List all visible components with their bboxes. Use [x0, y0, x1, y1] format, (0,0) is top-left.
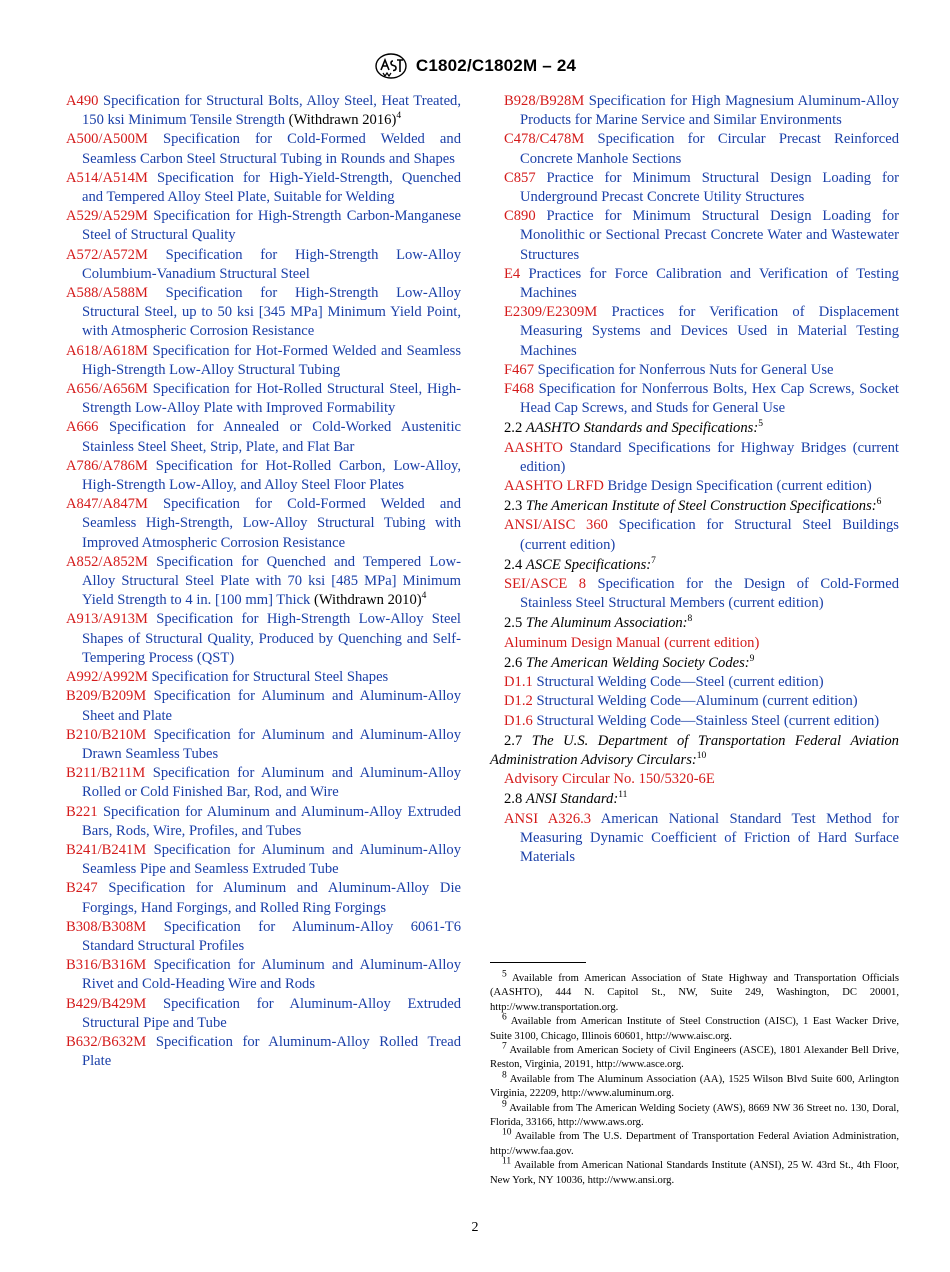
reference-code-link[interactable]: B210/B210M	[66, 726, 147, 743]
reference-title-link[interactable]: Specification for Hot-Rolled Structural Steel, High-Strength Low-Alloy Plate with Improved Formability	[82, 381, 462, 417]
reference-entry	[66, 918, 461, 956]
section-heading	[504, 654, 899, 673]
reference-title-link[interactable]: Structural Welding Code—Steel (current edition)	[536, 674, 824, 691]
reference-entry	[504, 770, 899, 789]
section-title: ASCE Specifications:	[525, 556, 652, 573]
reference-title-link[interactable]: Practices for Verification of Displacement Measuring Systems and Devices Used in Material Testing Machines	[520, 304, 899, 359]
footnote-text: Available from The American Welding Society (AWS), 8669 NW 36 Street no. 130, Doral, Florida, 33166, http://www.aws.org.	[490, 1102, 899, 1129]
footnote-ref: 8	[687, 614, 693, 625]
reference-entry	[504, 130, 899, 168]
referenced-documents-sections	[490, 419, 900, 867]
reference-entry	[66, 207, 461, 245]
left-column	[66, 92, 461, 1071]
reference-entry	[66, 553, 461, 611]
reference-entry	[66, 668, 461, 687]
reference-code-link[interactable]: D1.6	[504, 712, 533, 729]
reference-title-link[interactable]: Specification for Nonferrous Bolts, Hex Cap Screws, Socket Head Cap Screws, and Studs for General Use	[520, 381, 899, 417]
section-number: 2.2	[504, 420, 523, 437]
reference-code-link[interactable]: B316/B316M	[66, 957, 147, 974]
reference-entry	[504, 92, 899, 130]
reference-title-link[interactable]: Specification for Structural Steel Buildings (current edition)	[520, 517, 899, 553]
reference-entry	[66, 130, 461, 168]
section-number: 2.7	[504, 732, 523, 749]
page-header	[0, 52, 950, 80]
reference-code-link[interactable]: SEI/ASCE 8	[504, 576, 587, 593]
section-title: The American Institute of Steel Construction Specifications:	[525, 498, 877, 515]
footnote-ref: 11	[618, 790, 628, 801]
reference-title-link[interactable]: Specification for Aluminum and Aluminum-Alloy Rivet and Cold-Heading Wire and Rods	[82, 957, 462, 993]
reference-entry	[66, 342, 461, 380]
reference-entry	[66, 246, 461, 284]
reference-title-link[interactable]: Specification for Aluminum and Aluminum-Alloy Drawn Seamless Tubes	[82, 726, 462, 762]
reference-entry	[504, 712, 899, 731]
footnote-text: Available from American Association of State Highway and Transportation Officials (AASHTO), 444 N. Capitol St., NW, Suite 249, Washington, DC 20001, http://www.transportation.org.	[490, 973, 899, 1013]
reference-code-link[interactable]: E4	[504, 265, 521, 282]
reference-entry	[504, 169, 899, 207]
reference-code-link[interactable]: ANSI A326.3	[504, 810, 592, 827]
reference-code-link[interactable]: A588/A588M	[66, 285, 148, 302]
reference-title-link[interactable]: Specification for Quenched and Tempered Low-Alloy Structural Steel Plate with 70 ksi [485 MPa] Minimum Yield Strength to 4 in. [100 mm] Thick	[82, 553, 461, 609]
reference-entry	[504, 380, 899, 418]
reference-code-link[interactable]: A514/A514M	[66, 169, 148, 186]
reference-code-link[interactable]: B308/B308M	[66, 918, 147, 935]
section-heading	[504, 419, 899, 438]
section-title: ANSI Standard:	[525, 791, 619, 808]
reference-title-link[interactable]: Specification for High-Yield-Strength, Quenched and Tempered Alloy Steel Plate, Suitable for Welding	[82, 169, 461, 206]
section-number: 2.6	[504, 654, 523, 671]
section-heading	[490, 497, 899, 516]
reference-title-link[interactable]: Specification for High-Strength Carbon-Manganese Steel of Structural Quality	[82, 208, 461, 244]
reference-entry	[66, 803, 461, 841]
reference-code-link[interactable]: F468	[504, 381, 535, 398]
reference-code-link[interactable]: C890	[504, 208, 536, 225]
reference-title-link[interactable]: Specification for Hot-Formed Welded and Seamless High-Strength Low-Alloy Structural Tubing	[82, 342, 461, 378]
right-column	[490, 92, 900, 867]
footnote	[490, 1041, 899, 1073]
reference-code-link[interactable]: F467	[504, 361, 535, 378]
footnote-ref: 9	[749, 654, 755, 665]
footnote-number: 11	[502, 1156, 512, 1167]
reference-title-link[interactable]: Specification for Aluminum-Alloy Extruded Structural Pipe and Tube	[82, 995, 461, 1031]
reference-code-link[interactable]: E2309/E2309M	[504, 304, 598, 321]
reference-code-link[interactable]: B211/B211M	[66, 765, 146, 782]
reference-code-link[interactable]: B429/B429M	[66, 995, 147, 1012]
section-heading	[504, 614, 899, 633]
footnote-divider	[490, 962, 586, 963]
reference-code-link[interactable]: D1.1	[504, 674, 533, 691]
reference-code-link[interactable]: B209/B209M	[66, 688, 147, 705]
section-heading	[504, 790, 899, 809]
section-number: 2.3	[504, 498, 523, 515]
reference-title-link[interactable]: Specification for Aluminum-Alloy 6061-T6 Standard Structural Profiles	[82, 918, 461, 954]
reference-code-link[interactable]: AASHTO	[504, 439, 563, 456]
reference-code-link[interactable]: A656/A656M	[66, 381, 148, 398]
reference-entry	[66, 1033, 461, 1071]
reference-title-link[interactable]: Practice for Minimum Structural Design Loading for Underground Precast Concrete Utility Structures	[520, 169, 899, 206]
reference-code-link[interactable]: A618/A618M	[66, 342, 148, 359]
reference-title-link[interactable]: Specification for Aluminum and Aluminum-Alloy Rolled or Cold Finished Bar, Rod, and Wire	[82, 765, 461, 801]
reference-code-link[interactable]: A852/A852M	[66, 553, 148, 570]
reference-entry	[504, 207, 899, 265]
reference-entry	[66, 841, 461, 879]
reference-entry	[66, 169, 461, 207]
reference-entry	[66, 457, 461, 495]
reference-code-link[interactable]: B928/B928M	[504, 93, 585, 109]
reference-entry	[504, 673, 899, 692]
reference-entry	[504, 303, 899, 361]
reference-entry	[66, 687, 461, 725]
reference-title-link[interactable]: Structural Welding Code—Aluminum (current edition)	[536, 693, 858, 710]
reference-code-link[interactable]: B632/B632M	[66, 1033, 147, 1050]
footnote-text: Available from American National Standards Institute (ANSI), 25 W. 43rd St., 4th Floor, New York, NY 10036, http://www.ansi.org.	[490, 1160, 899, 1186]
reference-entry	[66, 995, 461, 1033]
footnote-number: 5	[502, 969, 507, 980]
reference-title-link[interactable]: Specification for Hot-Rolled Carbon, Low-Alloy, High-Strength Low-Alloy, and Alloy Steel Floor Plates	[82, 457, 461, 494]
reference-title-link[interactable]: Practices for Force Calibration and Verification of Testing Machines	[520, 265, 899, 302]
reference-code-link[interactable]: B221	[66, 803, 98, 820]
reference-code-link[interactable]: AASHTO LRFD	[504, 478, 604, 495]
footnote-number: 10	[502, 1127, 512, 1138]
reference-code-link[interactable]: A847/A847M	[66, 496, 148, 513]
page-number: 2	[471, 1220, 479, 1235]
reference-code-link[interactable]: A992/A992M	[66, 669, 148, 686]
reference-code-link[interactable]: A786/A786M	[66, 457, 148, 474]
footnote	[490, 1127, 899, 1159]
footnote-ref: 4	[396, 111, 402, 122]
section-title: AASHTO Standards and Specifications:	[525, 420, 759, 437]
reference-entry	[66, 726, 461, 764]
reference-entry	[66, 380, 461, 418]
section-title: The American Welding Society Codes:	[525, 654, 750, 671]
footnote-number: 7	[502, 1041, 507, 1052]
reference-entry	[504, 361, 899, 380]
reference-status-note: (Withdrawn 2010)	[310, 592, 422, 609]
reference-entry	[66, 284, 461, 342]
reference-title-link[interactable]: Specification for Nonferrous Nuts for General Use	[537, 361, 834, 378]
reference-code-link[interactable]: A529/A529M	[66, 208, 148, 225]
footnote-text: Available from American Society of Civil Engineers (ASCE), 1801 Alexander Bell Drive, Reston, Virginia, 20191, http://www.asce.org.	[490, 1045, 899, 1071]
footnote-number: 6	[502, 1012, 507, 1023]
reference-entry	[66, 956, 461, 994]
reference-entry	[504, 692, 899, 711]
reference-list-astm-continued	[504, 92, 899, 418]
section-number: 2.4	[504, 556, 523, 573]
reference-code-link[interactable]: D1.2	[504, 693, 533, 710]
footnote-ref: 5	[758, 419, 763, 430]
reference-title-link[interactable]: Specification for Aluminum and Aluminum-Alloy Sheet and Plate	[82, 688, 462, 724]
reference-title-link[interactable]: Specification for Aluminum and Aluminum-Alloy Die Forgings, Hand Forgings, and Rolled Ring Forgings	[82, 880, 462, 916]
reference-title-link[interactable]: Specification for Cold-Formed Welded and Seamless Carbon Steel Structural Tubing in Rounds and Shapes	[82, 131, 461, 167]
reference-code-link[interactable]: ANSI/AISC 360	[504, 517, 608, 534]
reference-title-link[interactable]: Specification for High-Strength Low-Alloy Columbium-Vanadium Structural Steel	[82, 246, 461, 282]
footnote	[490, 1156, 899, 1188]
document-designation: C1802/C1802M – 24	[415, 56, 577, 75]
footnote	[490, 969, 899, 1015]
reference-code-link[interactable]: A572/A572M	[66, 246, 148, 263]
footnote	[490, 1012, 899, 1044]
reference-title-link[interactable]: Specification for Cold-Formed Welded and Seamless High-Strength, Low-Alloy Structural Tubing with Improved Atmospheric Corrosion Resistance	[82, 496, 461, 551]
section-title: The U.S. Department of Transportation Federal Aviation Administration Advisory Circulars:	[490, 732, 899, 768]
reference-entry	[66, 764, 461, 802]
reference-title-link[interactable]: Specification for Aluminum and Aluminum-Alloy Extruded Bars, Rods, Wire, Profiles, and Tubes	[82, 803, 461, 839]
reference-code-link[interactable]: B241/B241M	[66, 841, 147, 858]
reference-title-link[interactable]: Standard Specifications for Highway Bridges (current edition)	[520, 439, 899, 475]
reference-title-link[interactable]: Specification for High Magnesium Aluminum-Alloy Products for Marine Service and Similar Environments	[520, 93, 899, 129]
reference-code-link[interactable]: B247	[66, 880, 98, 897]
reference-title-link[interactable]: Specification for Structural Steel Shapes	[151, 669, 389, 686]
reference-title-link[interactable]: Specification for the Design of Cold-Formed Stainless Steel Structural Members (current edition)	[520, 576, 899, 612]
reference-code-link[interactable]: A490	[66, 93, 99, 109]
reference-code-link[interactable]: Advisory Circular No. 150/5320-6E	[504, 771, 715, 788]
footnote-number: 9	[502, 1099, 507, 1110]
reference-entry	[66, 92, 461, 130]
footnote-ref: 4	[421, 591, 427, 602]
reference-title-link[interactable]: Specification for Structural Bolts, Alloy Steel, Heat Treated, 150 ksi Minimum Tensile Strength	[82, 93, 462, 129]
reference-code-link[interactable]: C857	[504, 169, 536, 186]
reference-status-note: (Withdrawn 2016)	[285, 112, 397, 129]
reference-code-link[interactable]: A913/A913M	[66, 611, 148, 628]
reference-title-link[interactable]: Specification for Circular Precast Reinforced Concrete Manhole Sections	[520, 131, 899, 167]
reference-entry	[504, 516, 899, 554]
reference-entry	[66, 495, 461, 553]
section-title: The Aluminum Association:	[525, 615, 688, 632]
section-heading	[504, 556, 899, 575]
footnote-text: Available from The U.S. Department of Transportation Federal Aviation Administration, http://www.faa.gov.	[490, 1131, 899, 1157]
footnote-ref: 10	[696, 751, 707, 762]
reference-code-link[interactable]: Aluminum Design Manual (current edition)	[504, 634, 760, 651]
reference-code-link[interactable]: A666	[66, 419, 99, 436]
reference-title-link[interactable]: Structural Welding Code—Stainless Steel (current edition)	[536, 712, 880, 729]
footnote	[490, 1070, 899, 1102]
section-number: 2.8	[504, 791, 523, 808]
reference-entry	[66, 610, 461, 668]
reference-entry	[504, 634, 899, 653]
section-heading	[490, 732, 899, 770]
reference-entry	[504, 477, 899, 496]
footnote-text: Available from The Aluminum Association (AA), 1525 Wilson Blvd Suite 600, Arlington Virginia, 22209, http://www.aluminum.org.	[490, 1073, 899, 1100]
reference-title-link[interactable]: Specification for High-Strength Low-Alloy Structural Steel, up to 50 ksi [345 MPa] Minimum Yield Point, with Atmospheric Corrosion Resistance	[82, 285, 461, 340]
reference-code-link[interactable]: A500/A500M	[66, 131, 148, 148]
reference-code-link[interactable]: C478/C478M	[504, 131, 585, 148]
reference-entry	[504, 575, 899, 613]
section-number: 2.5	[504, 615, 523, 632]
reference-entry	[504, 439, 899, 477]
reference-title-link[interactable]: Bridge Design Specification (current edition)	[607, 478, 872, 495]
astm-logo-icon	[374, 52, 408, 80]
reference-title-link[interactable]: Specification for High-Strength Low-Alloy Steel Shapes of Structural Quality, Produced by Quenching and Self-Tempering Process (QST)	[82, 611, 461, 666]
reference-title-link[interactable]: Practice for Minimum Structural Design Loading for Monolithic or Sectional Precast Concrete Water and Wastewater Structures	[520, 208, 899, 263]
reference-entry	[66, 879, 461, 917]
footnote-ref: 6	[876, 497, 882, 508]
footnote-text: Available from American Institute of Steel Construction (AISC), 1 East Wacker Drive, Suite 3100, Chicago, Illinois 60601, http://www.aisc.org.	[490, 1016, 899, 1042]
footnote-ref: 7	[651, 556, 656, 567]
footnote	[490, 1099, 899, 1131]
footnotes	[490, 969, 899, 1188]
reference-entry	[504, 265, 899, 303]
footnote-number: 8	[502, 1070, 507, 1081]
reference-title-link[interactable]: Specification for Aluminum and Aluminum-Alloy Seamless Pipe and Seamless Extruded Tube	[82, 841, 462, 878]
reference-entry	[66, 418, 461, 456]
reference-title-link[interactable]: Specification for Aluminum-Alloy Rolled Tread Plate	[82, 1033, 461, 1070]
reference-title-link[interactable]: American National Standard Test Method for Measuring Dynamic Coefficient of Friction of Hard Surface Materials	[520, 810, 900, 865]
reference-title-link[interactable]: Specification for Annealed or Cold-Worked Austenitic Stainless Steel Sheet, Strip, Plate, and Flat Bar	[82, 419, 462, 455]
reference-entry	[504, 810, 899, 868]
